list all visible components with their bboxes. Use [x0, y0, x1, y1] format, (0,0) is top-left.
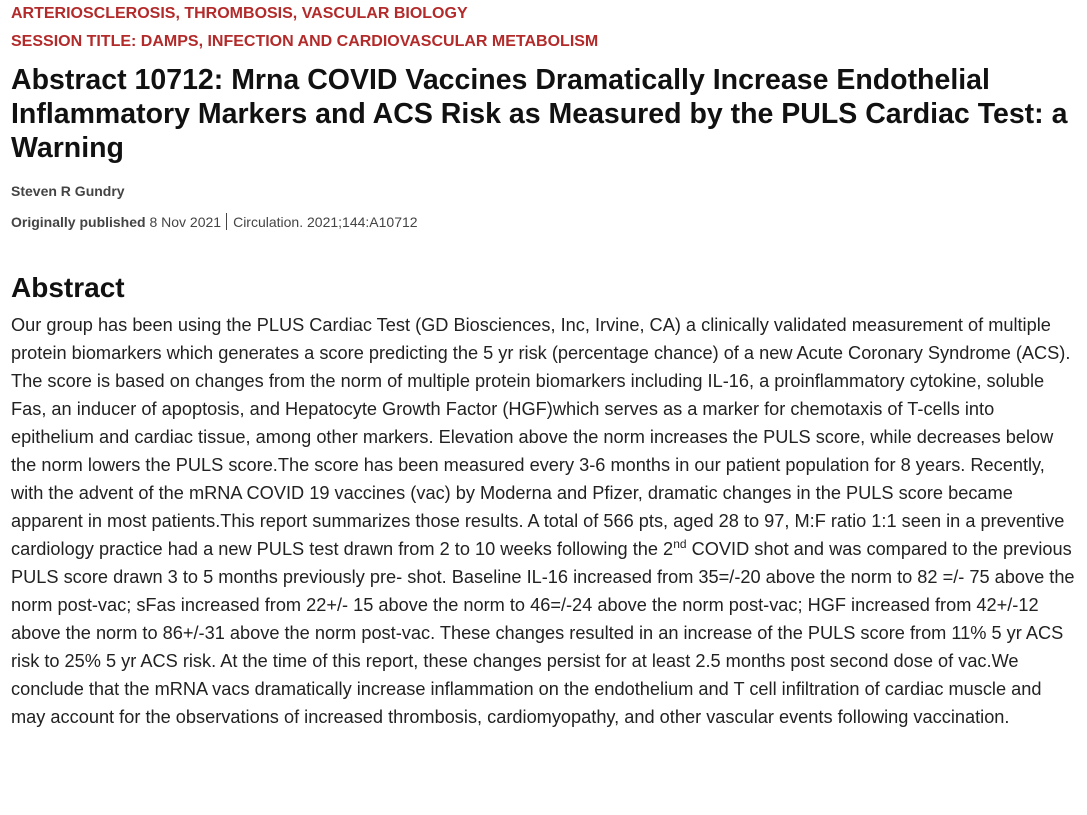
article-page — [11, 0, 1079, 731]
published-date: 8 Nov 2021 — [149, 214, 222, 230]
article-title: Abstract 10712: Mrna COVID Vaccines Dramatically Increase Endothelial Inflammatory Markers and ACS Risk as Measured by the PULS Cardiac Test: a Warning — [11, 64, 1068, 164]
session-title[interactable]: SESSION TITLE: DAMPS, INFECTION AND CARDIOVASCULAR METABOLISM — [11, 33, 599, 50]
author-name[interactable]: Steven R Gundry — [11, 183, 125, 199]
citation: Circulation. 2021;144:A10712 — [233, 214, 418, 230]
abstract-text — [11, 311, 1079, 731]
subject-category[interactable]: ARTERIOSCLEROSIS, THROMBOSIS, VASCULAR BIOLOGY — [11, 5, 468, 22]
publication-info — [11, 211, 1079, 233]
ordinal-superscript: nd — [673, 536, 687, 551]
published-label: Originally published — [11, 214, 146, 230]
abstract-text-part1: Our group has been using the PLUS Cardiac Test (GD Biosciences, Inc, Irvine, CA) a clinically validated measurement of multiple protein biomarkers which generates a score predicting the 5 yr risk (percentage chance) of a new Acute Coronary Syndrome (ACS). The score is based on changes from the norm of multiple protein biomarkers including IL-16, a proinflammatory cytokine, soluble Fas, an inducer of apoptosis, and Hepatocyte Growth Factor (HGF)which serves as a marker for chemotaxis of T-cells into epithelium and cardiac tissue, among other markers. Elevation above the norm increases the PULS score, while decreases below the norm lowers the PULS score.The score has been measured every 3-6 months in our patient population for 8 years. Recently, with the advent of the mRNA COVID 19 vaccines (vac) by Moderna and Pfizer, dramatic changes in the PULS score became apparent in most patients.This report summarizes those results. A total of 566 pts, aged 28 to 97, M:F ratio 1:1 seen in a preventive cardiology practice had a new PULS test drawn from 2 to 10 weeks following the 2 — [11, 315, 1071, 559]
abstract-text-part2: COVID shot and was compared to the previous PULS score drawn 3 to 5 months previously pre- shot. Baseline IL-16 increased from 35=/-20 above the norm to 82 =/- 75 above the norm post-vac; sFas increased from 22+/- 15 above the norm to 46=/-24 above the norm post-vac; HGF increased from 42+/-12 above the norm to 86+/-31 above the norm post-vac. These changes resulted in an increase of the PULS score from 11% 5 yr ACS risk to 25% 5 yr ACS risk. At the time of this report, these changes persist for at least 2.5 months post second dose of vac.We conclude that the mRNA vacs dramatically increase inflammation on the endothelium and T cell infiltration of cardiac muscle and may account for the observations of increased thrombosis, cardiomyopathy, and other vascular events following vaccination. — [11, 539, 1075, 727]
separator — [226, 213, 227, 230]
abstract-heading: Abstract — [11, 272, 125, 303]
